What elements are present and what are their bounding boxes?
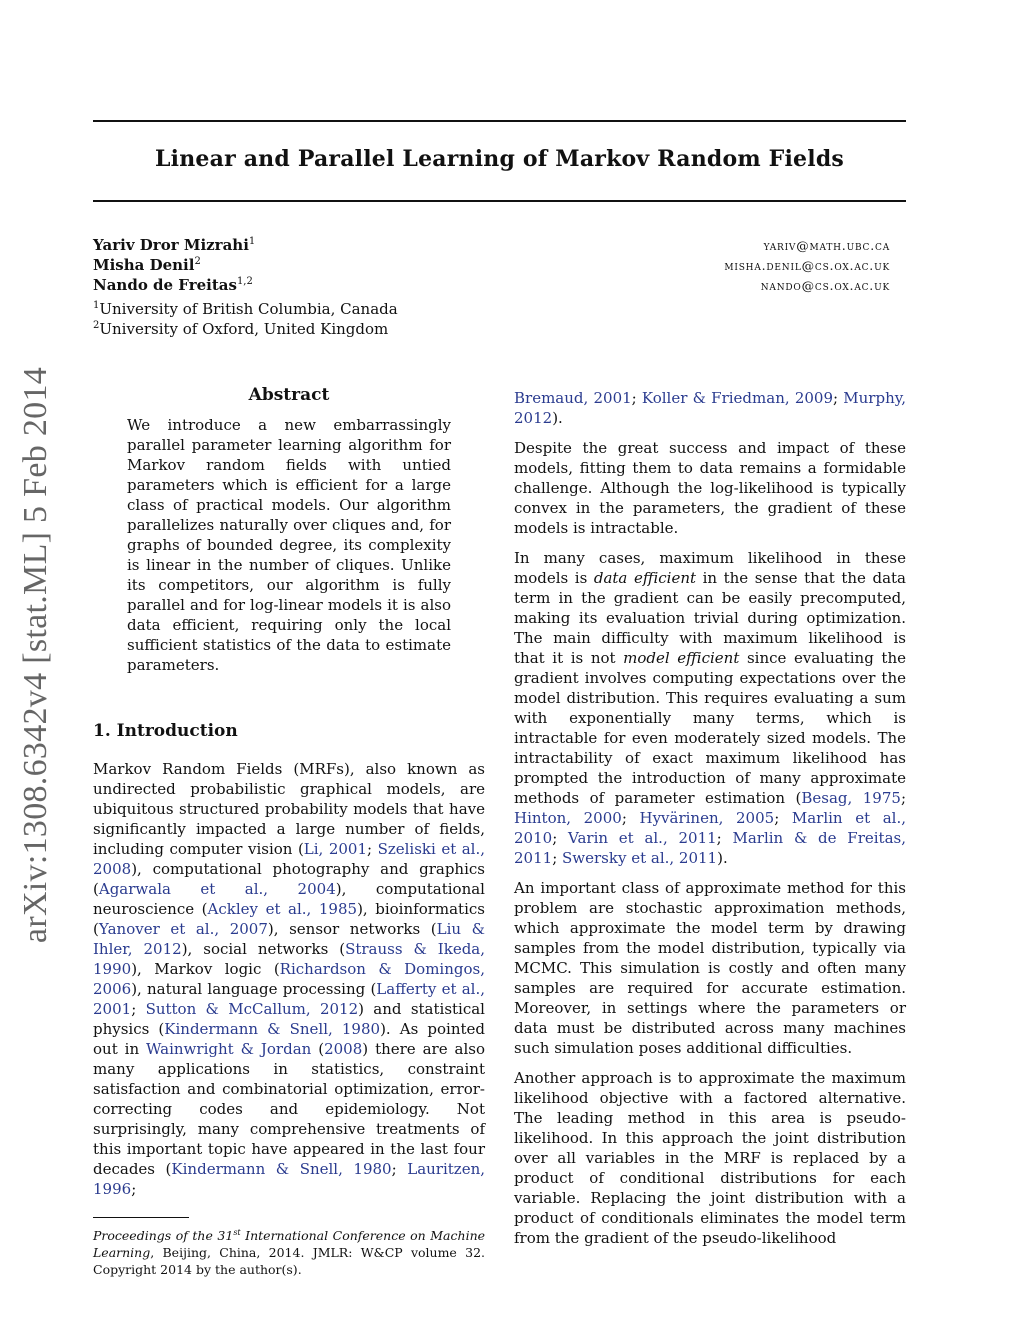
author-name: Yariv Dror Mizrahi$^1$ xyxy=(93,236,256,254)
intro-paragraph: Markov Random Fields (MRFs), also known as undirected probabilistic graphical models, are ubiquitous structured probability models that have significantly impacted a large number of fields, including computer vision (Li, 2001; Szeliski et al., 2008), computational photography and graphics (Agarwala et al., 2004), computational neuroscience (Ackley et al., 1985), bioinformatics (Yanover et al., 2007), sensor networks (Liu & Ihler, 2012), social networks (Strauss & Ikeda, 1990), Markov logic (Richardson & Domingos, 2006), natural language processing (Lafferty et al., 2001; Sutton & McCallum, 2012) and statistical physics (Kindermann & Snell, 1980). As pointed out in Wainwright & Jordan (2008) there are also many applications in statistics, constraint satisfaction and combinatorial optimization, error-correcting codes and epidemiology. Not surprisingly, many comprehensive treatments of this important topic have appeared in the last four decades (Kindermann & Snell, 1980; Lauritzen, 1996; xyxy=(93,760,486,1198)
citation-link[interactable]: Kindermann & Snell, 1980 xyxy=(171,1160,392,1178)
paper-title: Linear and Parallel Learning of Markov Random Fields xyxy=(155,146,844,172)
citation-link[interactable]: Lafferty et al., 2001 xyxy=(93,980,485,1018)
citation-link[interactable]: Kindermann & Snell, 1980 xyxy=(164,1020,381,1038)
citation-link[interactable]: Wainwright & Jordan xyxy=(146,1040,312,1058)
body-paragraph: An important class of approximate method for this problem are stochastic approximation methods, which approximate the model term by drawing samples from the model distribution, typically via MCMC. This simulation is costly and often many samples are required for accurate estimation. Moreover, in settings where the parameters or data must be distributed across many machines such simulation poses additional difficulties. xyxy=(514,879,906,1057)
author-email[interactable]: misha.denil@cs.ox.ac.uk xyxy=(724,258,890,273)
citation-link[interactable]: Strauss & Ikeda, 1990 xyxy=(93,940,486,978)
citation-link[interactable]: Marlin & de Freitas, 2011 xyxy=(514,829,906,867)
arxiv-sidebar-stamp xyxy=(16,365,56,945)
citation-link[interactable]: 2008 xyxy=(324,1040,363,1058)
citation-link[interactable]: Besag, 1975 xyxy=(801,789,901,807)
citation-link[interactable]: Varin et al., 2011 xyxy=(568,829,717,847)
title-rule-bottom xyxy=(93,200,906,202)
citation-link[interactable]: Marlin et al., 2010 xyxy=(514,809,906,847)
author-email[interactable]: yariv@math.ubc.ca xyxy=(763,238,890,253)
author-row xyxy=(93,236,890,256)
body-paragraph: Bremaud, 2001; Koller & Friedman, 2009; Murphy, 2012). xyxy=(514,389,906,427)
abstract-text: We introduce a new embarrassingly parallel parameter learning algorithm for Markov random fields with untied parameters which is efficient for a large class of practical models. Our algorithm parallelizes naturally over cliques and, for graphs of bounded degree, its complexity is linear in the number of cliques. Unlike its competitors, our algorithm is fully parallel and for log-linear models it is also data efficient, requiring only the local sufficient statistics of the data to estimate parameters. xyxy=(127,416,451,674)
citation-link[interactable]: Bremaud, 2001 xyxy=(514,389,632,407)
section-heading: 1. Introduction xyxy=(93,721,238,741)
author-name: Nando de Freitas$^{1,2}$ xyxy=(93,276,253,294)
citation-link[interactable]: Szeliski et al., 2008 xyxy=(93,840,486,878)
citation-link[interactable]: Hyvärinen, 2005 xyxy=(639,809,775,827)
citation-link[interactable]: Li, 2001 xyxy=(303,840,368,858)
body-paragraph: In many cases, maximum likelihood in these models is data efficient in the sense that the data term in the gradient can be easily precomputed, making its evaluation trivial during optimization. The main difficulty with maximum likelihood is that it is not model efficient since evaluating the gradient involves computing expectations over the model distribution. This requires evaluating a sum with exponentially many terms, which is intractable for even moderately sized models. The intractability of exact maximum likelihood has prompted the introduction of many approximate methods of parameter estimation (Besag, 1975; Hinton, 2000; Hyvärinen, 2005; Marlin et al., 2010; Varin et al., 2011; Marlin & de Freitas, 2011; Swersky et al., 2011). xyxy=(514,549,906,867)
citation-link[interactable]: Yanover et al., 2007 xyxy=(98,920,268,938)
author-block xyxy=(93,236,890,336)
citation-link[interactable]: Lauritzen, 1996 xyxy=(93,1160,486,1198)
author-name: Misha Denil$^2$ xyxy=(93,256,201,274)
citation-link[interactable]: Swersky et al., 2011 xyxy=(562,849,718,867)
footnote-rule xyxy=(93,1217,189,1218)
body-paragraph: Another approach is to approximate the maximum likelihood objective with a factored alternative. The leading method in this area is pseudo-likelihood. In this approach the joint distribution over all variables in the MRF is replaced by a product of conditional distributions for each variable. Replacing the joint distribution with a product of conditionals eliminates the model term from the gradient of the pseudo-likelihood xyxy=(514,1069,906,1247)
citation-link[interactable]: Richardson & Domingos, 2006 xyxy=(93,960,485,998)
abstract-heading: Abstract xyxy=(248,385,330,405)
arxiv-identifier: arXiv:1308.6342v4 [stat.ML] 5 Feb 2014 xyxy=(17,366,54,944)
author-row xyxy=(93,256,890,276)
footnote: Proceedings of the 31st International Conference on Machine Learning, Beijing, China, 2014. JMLR: W&CP volume 32. Copyright 2014 by the author(s). xyxy=(93,1228,486,1278)
left-column xyxy=(93,385,485,1278)
citation-link[interactable]: Hinton, 2000 xyxy=(514,809,622,827)
affiliation: $^1$University of British Columbia, Canada xyxy=(93,300,398,318)
citation-link[interactable]: Koller & Friedman, 2009 xyxy=(641,389,834,407)
author-row xyxy=(93,276,890,296)
citation-link[interactable]: Agarwala et al., 2004 xyxy=(98,880,336,898)
citation-link[interactable]: Murphy, 2012 xyxy=(514,389,906,427)
body-paragraph: Despite the great success and impact of these models, fitting them to data remains a formidable challenge. Although the log-likelihood is typically convex in the parameters, the gradient of these models is intractable. xyxy=(514,439,906,537)
title-rule-top xyxy=(93,120,906,122)
citation-link[interactable]: Sutton & McCallum, 2012 xyxy=(145,1000,359,1018)
right-column xyxy=(514,388,906,1258)
affiliation: $^2$University of Oxford, United Kingdom xyxy=(93,320,389,338)
author-email[interactable]: nando@cs.ox.ac.uk xyxy=(760,278,890,293)
citation-link[interactable]: Liu & Ihler, 2012 xyxy=(93,920,485,958)
citation-link[interactable]: Ackley et al., 1985 xyxy=(207,900,358,918)
